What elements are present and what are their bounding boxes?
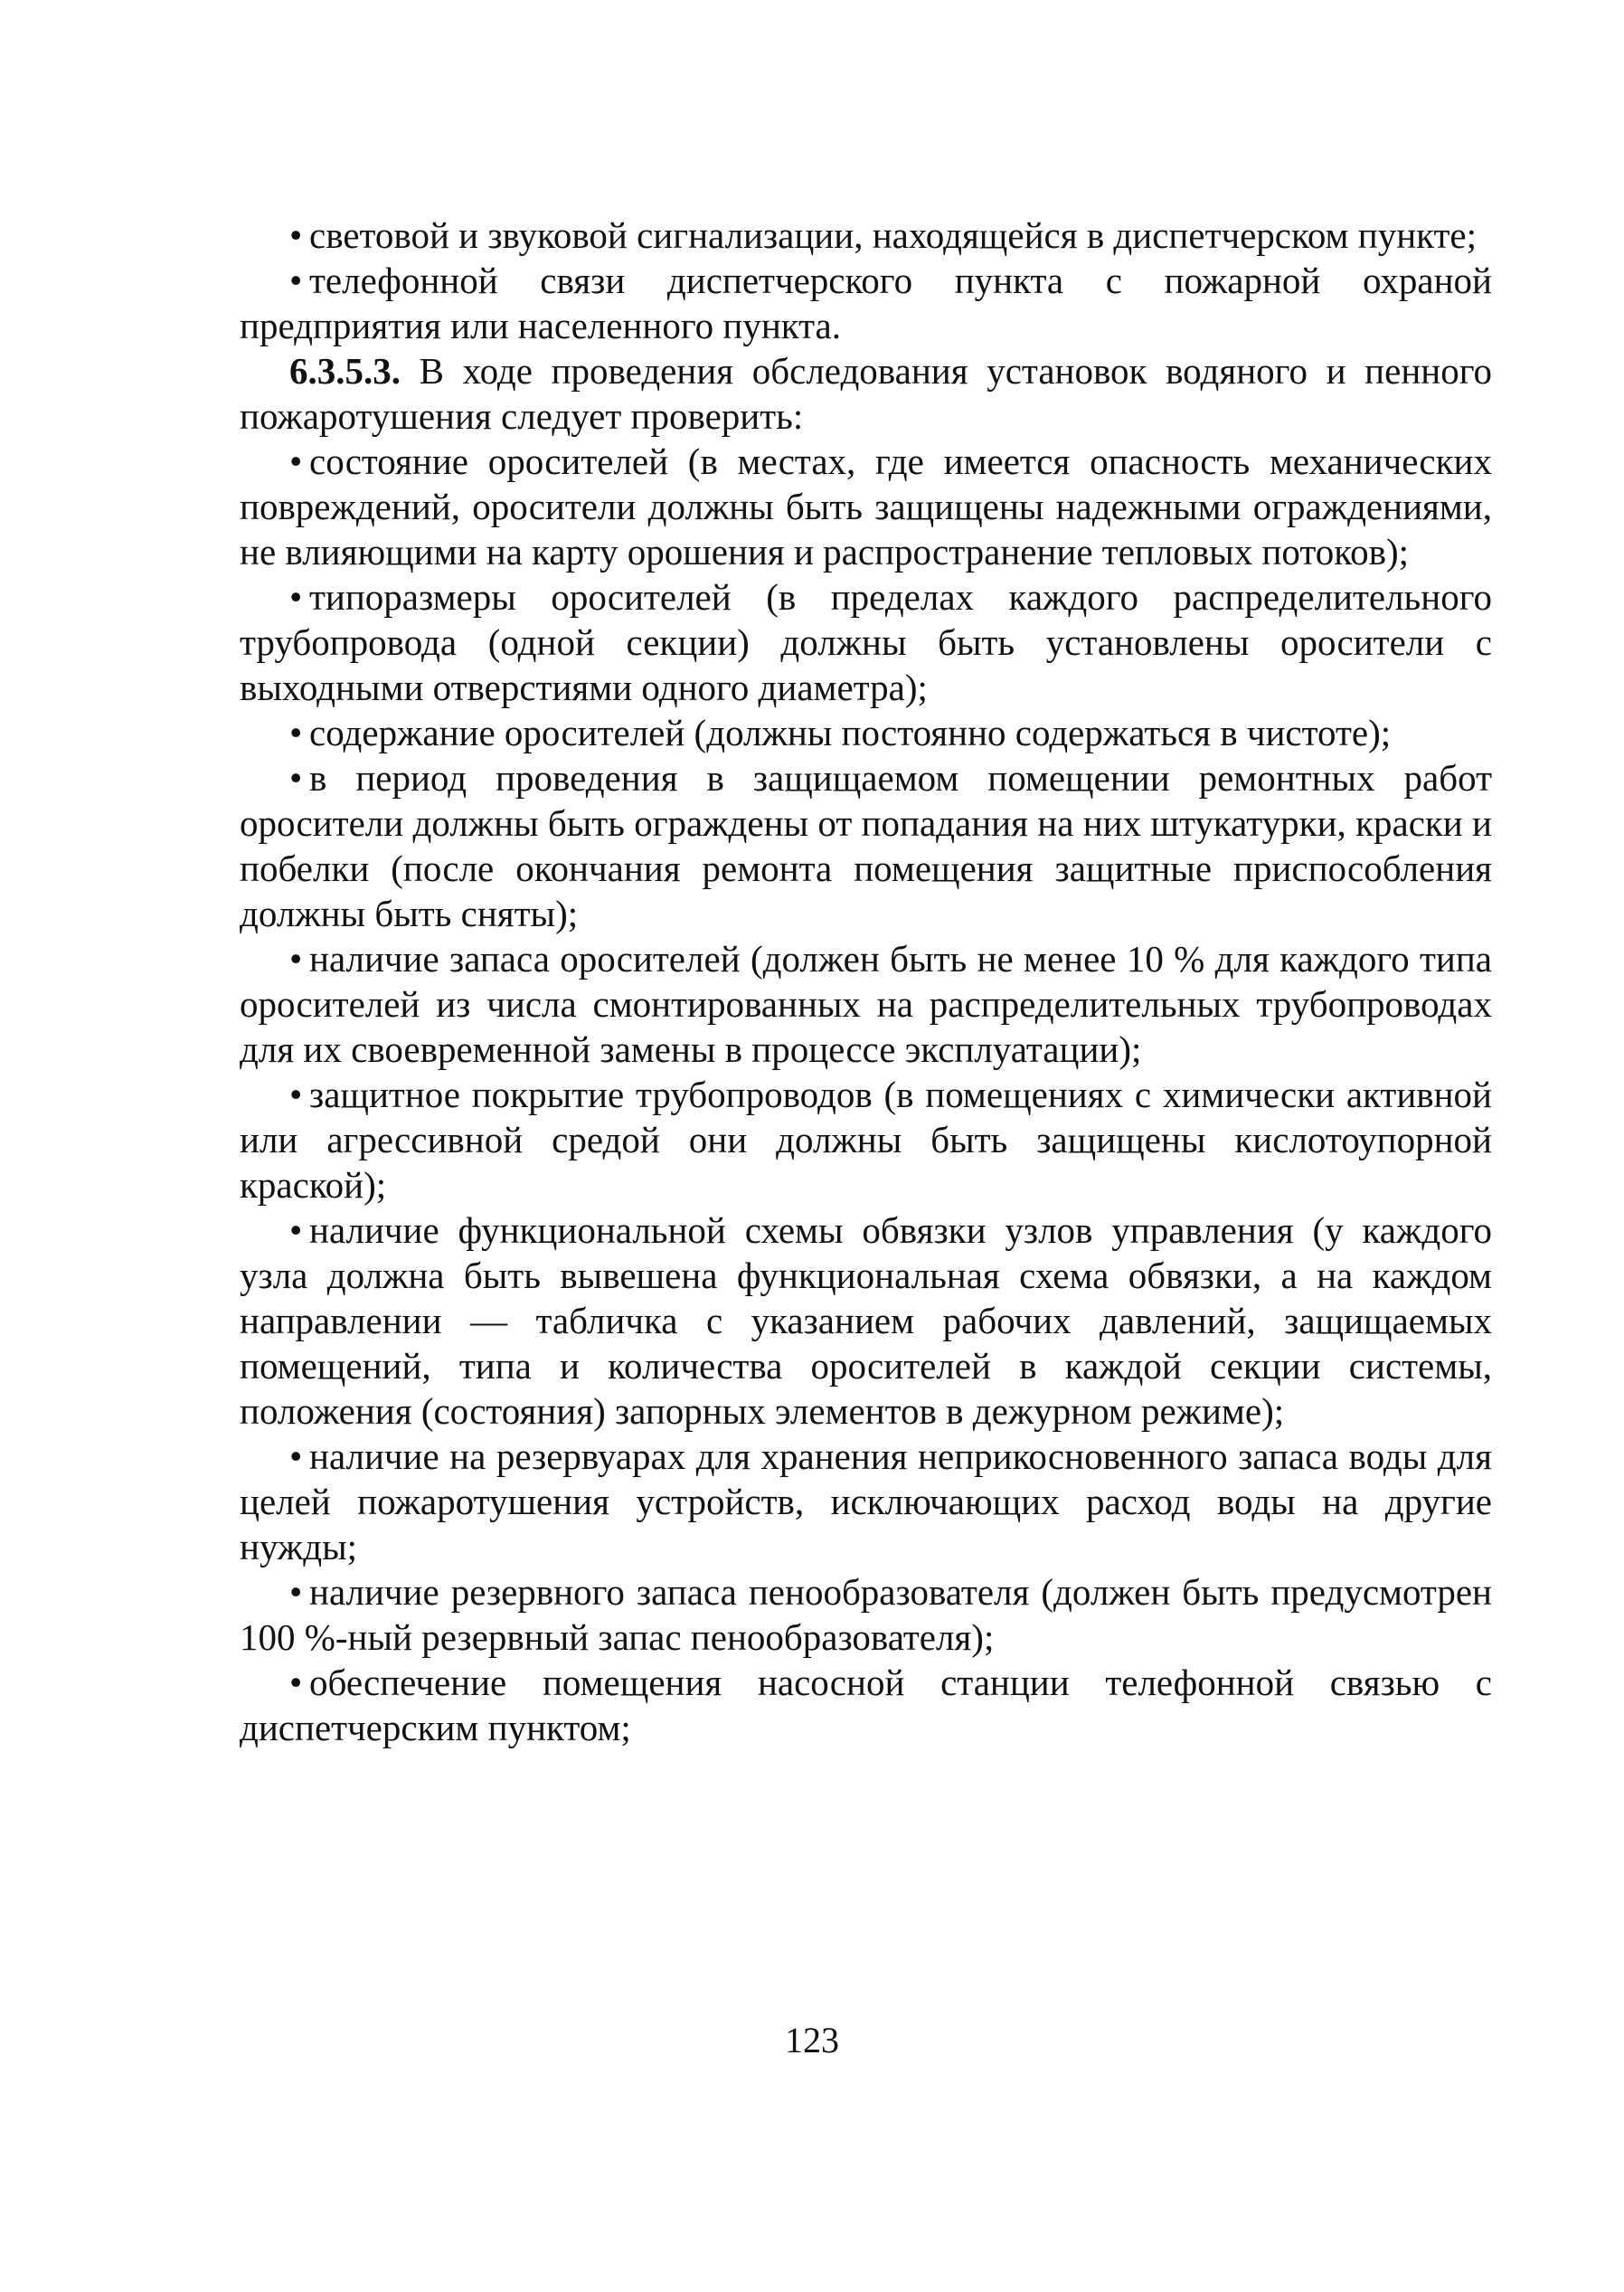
list-item-text: содержание оросителей (должны постоянно содержаться в чистоте); [309,712,1392,753]
section-paragraph [240,348,1492,439]
bullet-icon: • [289,1074,303,1115]
list-item [240,936,1492,1072]
bullet-icon: • [289,712,303,753]
bullet-icon: • [289,757,303,799]
list-item [240,1072,1492,1208]
bullet-icon: • [289,1571,303,1613]
bullet-icon: • [289,1435,303,1477]
bullet-icon: • [289,938,303,980]
bullet-icon: • [289,1662,303,1703]
list-item [240,1208,1492,1434]
bullet-icon: • [289,1209,303,1251]
list-item-text: телефонной связи диспетчерского пункта с пожарной охраной предприятия или населенного пункта. [240,260,1492,346]
bullet-icon: • [289,214,303,256]
list-item-text: типоразмеры оросителей (в пределах каждого распределительного трубопровода (одной секции) должны быть установлены оросители с выходными отверстиями одного диаметра); [240,576,1492,708]
list-item [240,1569,1492,1660]
page-body [240,213,1492,1750]
list-item-text: наличие резервного запаса пенообразователя (должен быть предусмотрен 100 %-ный резервный запас пенообразователя); [240,1571,1492,1658]
list-item [240,1434,1492,1569]
list-item [240,710,1492,755]
section-number: 6.3.5.3. [289,350,401,392]
section-text: В ходе проведения обследования установок водяного и пенного пожаротушения следует проверить: [240,350,1493,437]
bullet-icon: • [289,576,303,618]
list-item-text: состояние оросителей (в местах, где имеется опасность механических повреждений, оросители должны быть защищены надежными ограждениями, не влияющими на карту орошения и распространение тепловых потоков); [240,440,1492,573]
list-item-text: световой и звуковой сигнализации, находящейся в диспетчерском пункте; [309,214,1478,256]
list-item-text: наличие на резервуарах для хранения неприкосновенного запаса воды для целей пожаротушения устройств, исключающих расход воды на другие нужды; [240,1435,1492,1567]
list-item-text: в период проведения в защищаемом помещении ремонтных работ оросители должны быть ограждены от попадания на них штукатурки, краски и побелки (после окончания ремонта помещения защитные приспособления должны быть сняты); [240,757,1492,934]
list-item [240,1660,1492,1750]
list-item [240,258,1492,348]
list-item [240,755,1492,936]
list-item-text: наличие запаса оросителей (должен быть не менее 10 % для каждого типа оросителей из числа смонтированных на распределительных трубопроводах для их своевременной замены в процессе эксплуатации); [240,938,1492,1070]
list-item-text: наличие функциональной схемы обвязки узлов управления (у каждого узла должна быть вывешена функциональная схема обвязки, а на каждом направлении — табличка с указанием рабочих давлений, защищаемых помещений, типа и количества оросителей в каждой секции системы, положения (состояния) запорных элементов в дежурном режиме); [240,1209,1492,1432]
list-item [240,213,1492,258]
page-number: 123 [785,2020,839,2060]
bullet-icon: • [289,260,303,301]
list-item-text: обеспечение помещения насосной станции телефонной связью с диспетчерским пунктом; [240,1662,1492,1748]
list-item [240,574,1492,710]
bullet-icon: • [289,440,303,482]
list-item [240,439,1492,574]
list-item-text: защитное покрытие трубопроводов (в помещениях с химически активной или агрессивной средой они должны быть защищены кислотоупорной краской); [240,1074,1492,1206]
